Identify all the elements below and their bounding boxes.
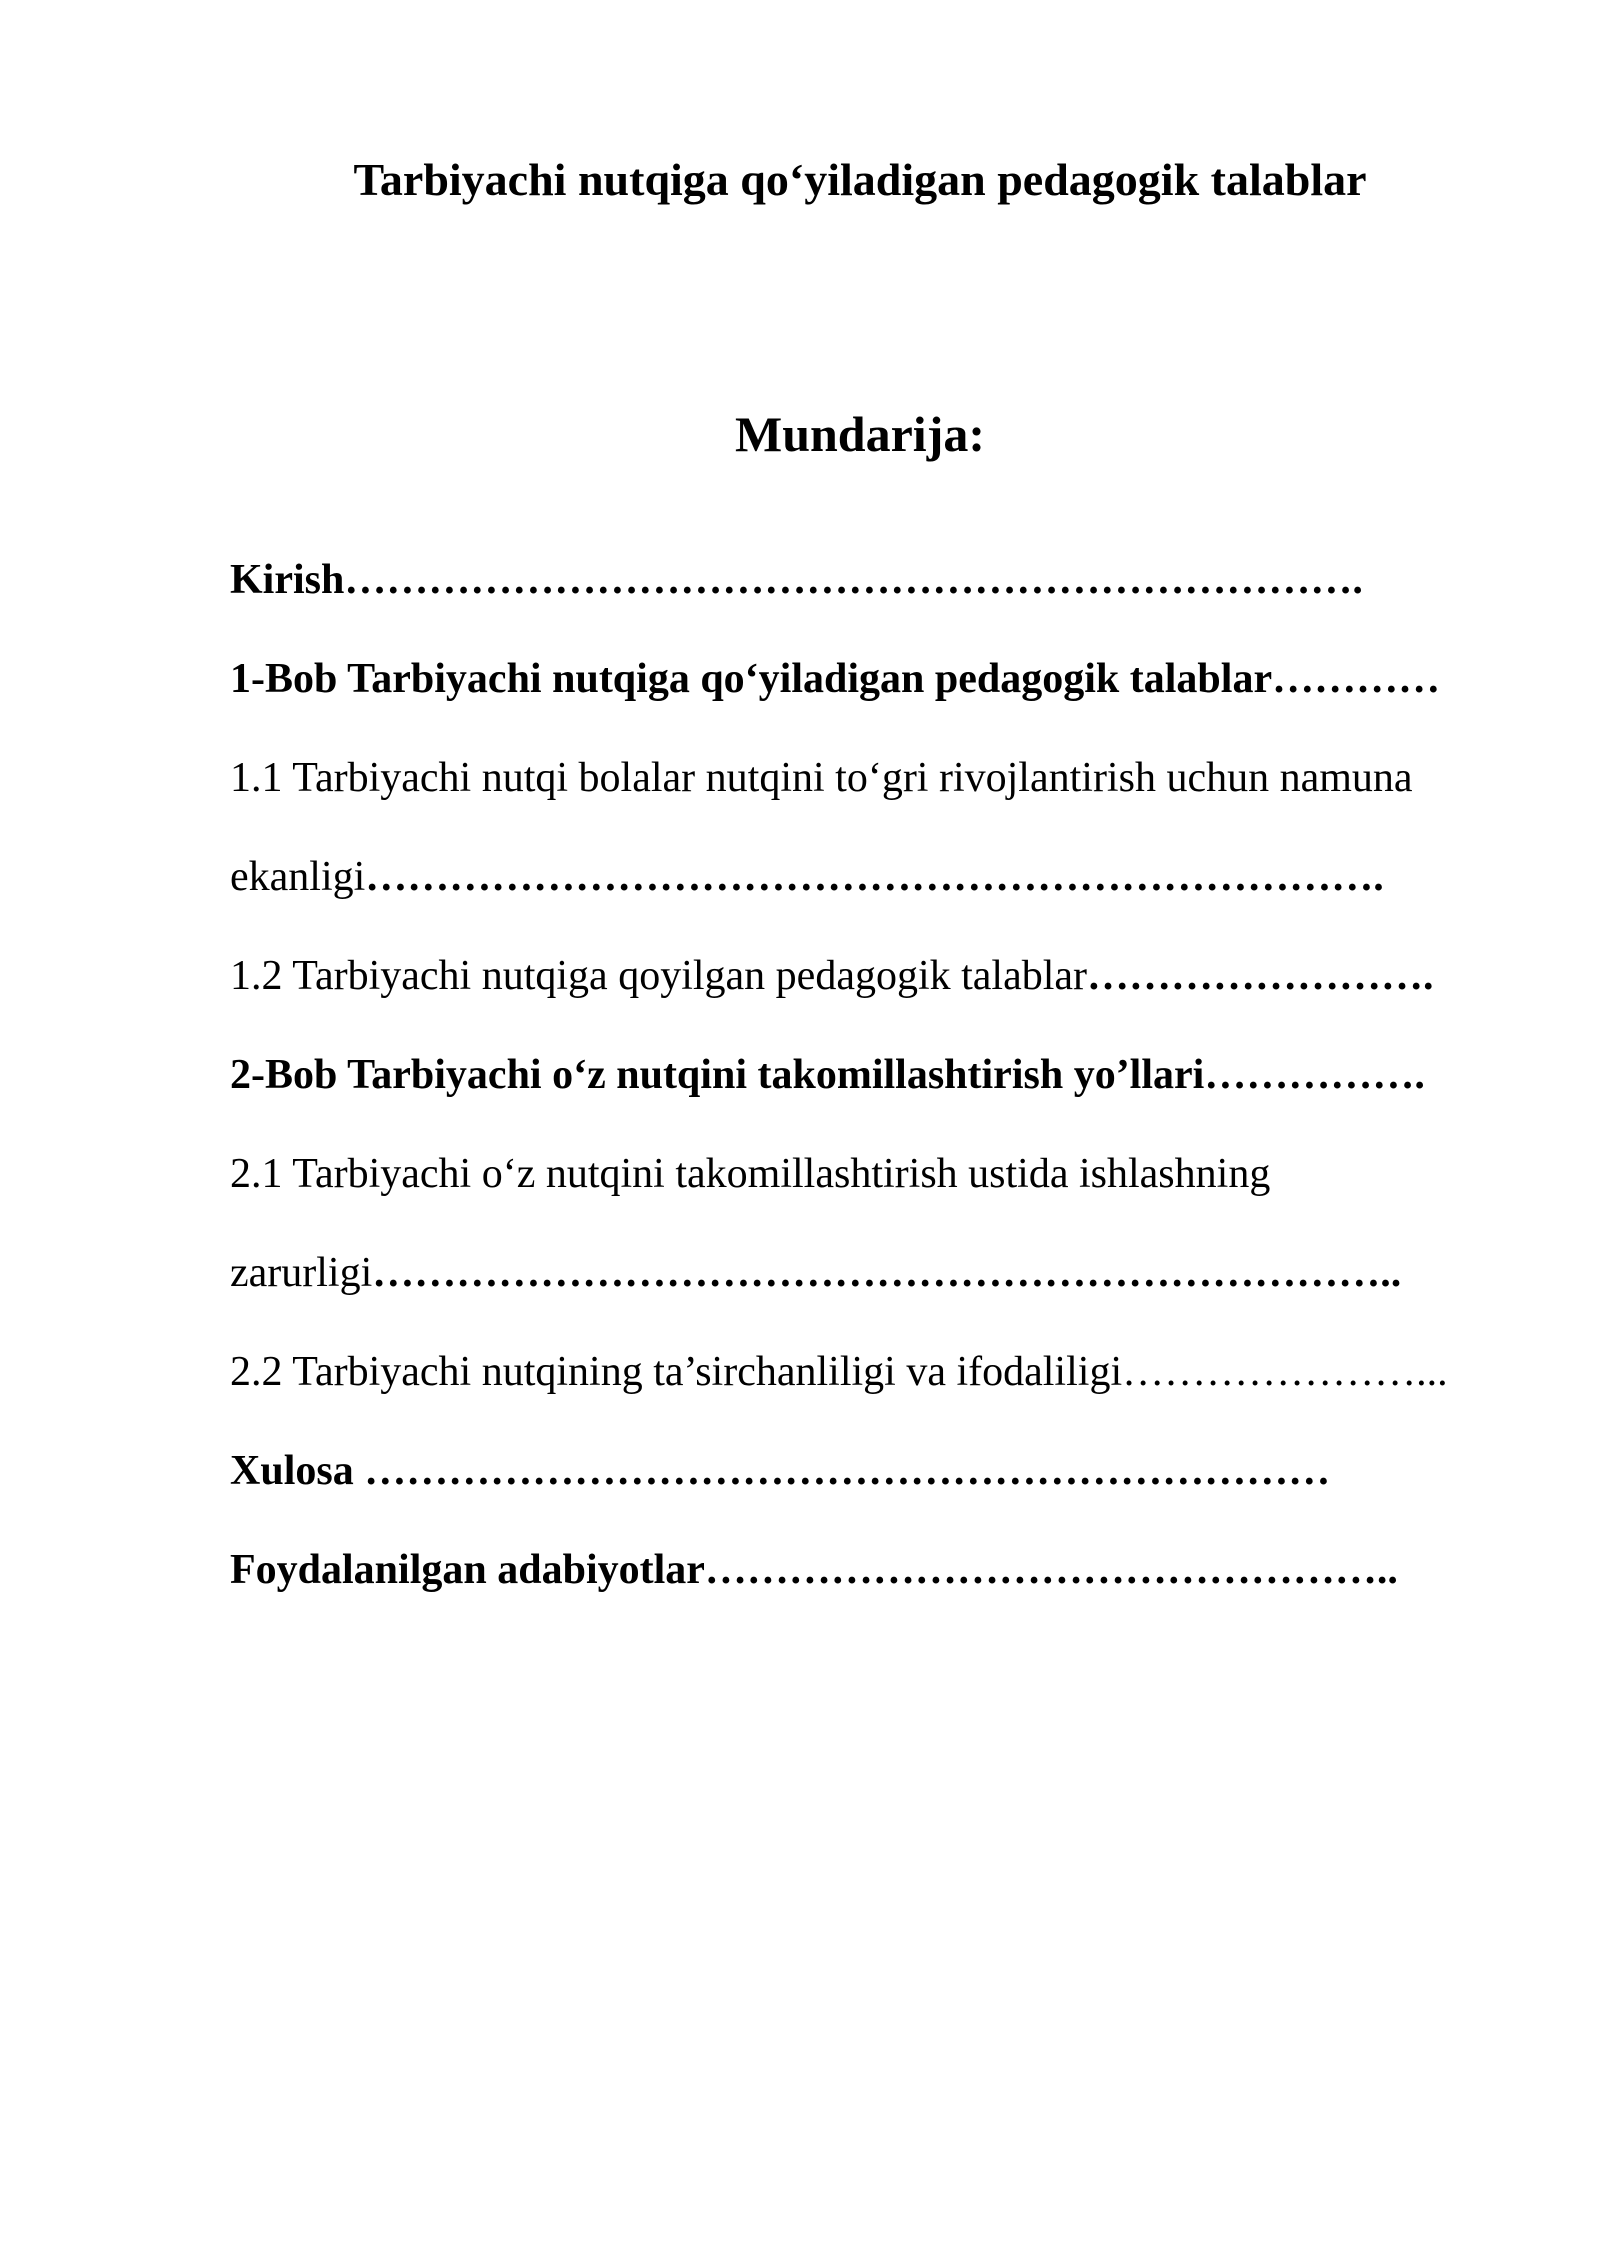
toc-entry-text: zarurligi <box>230 1250 373 1296</box>
toc-entry-section-1-1-cont <box>230 847 1570 946</box>
toc-entry-text: 2-Bob Tarbiyachi o‘z nutqini takomillashtirish yo’llari <box>230 1052 1205 1098</box>
toc-entry-text: 1.1 Tarbiyachi nutqi bolalar nutqini to‘gri rivojlantirish uchun namuna <box>230 755 1413 801</box>
toc-entry-section-2-1-cont <box>230 1243 1570 1342</box>
document-title: Tarbiyachi nutqiga qo‘yiladigan pedagogik talablar <box>353 154 1367 205</box>
toc-entry-leader: ……………………. <box>1087 953 1434 999</box>
toc-entry-text: 2.2 Tarbiyachi nutqining ta’sirchanliligi va ifodaliligi <box>230 1349 1123 1395</box>
table-of-contents <box>230 550 1570 1639</box>
toc-entry-leader: ……………………………………………………………….. <box>372 1250 1402 1296</box>
toc-entry-text: Xulosa <box>230 1448 365 1494</box>
toc-entry-text: Foydalanilgan adabiyotlar <box>230 1547 705 1593</box>
toc-entry-leader: …………………... <box>1122 1349 1448 1395</box>
toc-heading: Mundarija: <box>735 406 985 462</box>
toc-entry-kirish <box>230 550 1570 649</box>
toc-entry-leader: ……………. <box>1204 1052 1425 1098</box>
toc-entry-text: Kirish <box>230 557 345 603</box>
toc-entry-bibliography <box>230 1540 1570 1639</box>
toc-entry-leader: ………………………………………….. <box>704 1547 1398 1593</box>
toc-entry-leader: ………………………………………………………………. <box>344 557 1363 603</box>
toc-entry-text: 1.2 Tarbiyachi nutqiga qoyilgan pedagogik talablar <box>230 953 1088 999</box>
toc-entry-leader: ………………………………………………………………. <box>365 854 1384 900</box>
toc-entry-section-2-1 <box>230 1144 1570 1243</box>
toc-entry-chapter-2 <box>230 1045 1570 1144</box>
toc-entry-section-2-2 <box>230 1342 1570 1441</box>
toc-entry-text: 2.1 Tarbiyachi o‘z nutqini takomillashtirish ustida ishlashning <box>230 1151 1271 1197</box>
toc-entry-xulosa <box>230 1441 1570 1540</box>
toc-entry-section-1-2 <box>230 946 1570 1045</box>
toc-entry-leader: ………… <box>1272 656 1441 702</box>
toc-entry-text: 1-Bob Tarbiyachi nutqiga qo‘yiladigan pedagogik talablar <box>230 656 1273 702</box>
toc-entry-leader: …………………………………………………………… <box>364 1448 1331 1494</box>
toc-entry-chapter-1 <box>230 649 1570 748</box>
toc-entry-text: ekanligi <box>230 854 366 900</box>
toc-entry-section-1-1 <box>230 748 1570 847</box>
